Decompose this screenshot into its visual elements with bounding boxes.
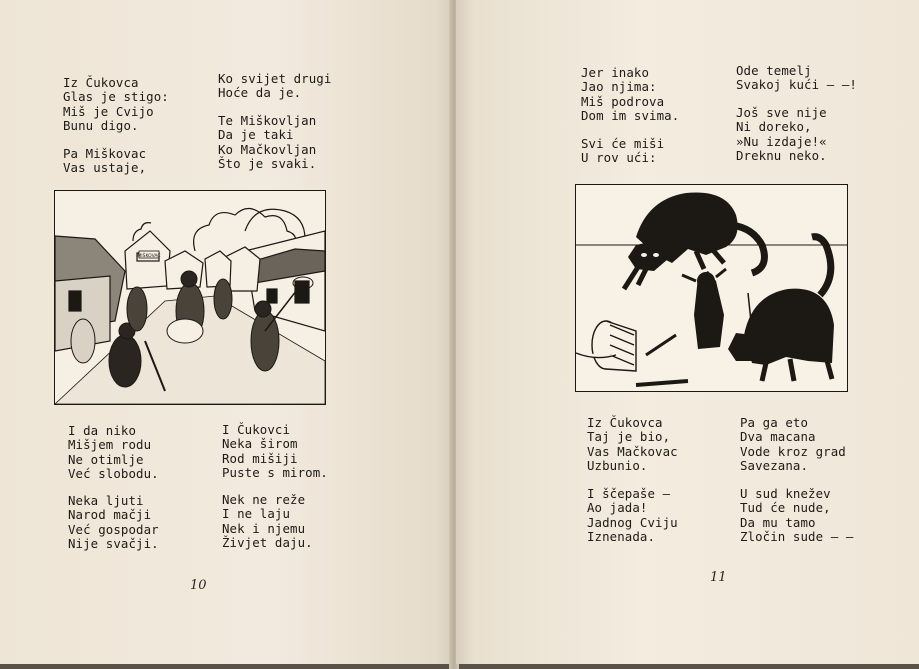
stanza	[222, 423, 328, 481]
verse-line: Svi će miši	[581, 136, 665, 151]
verse-line: Savezana.	[740, 458, 809, 474]
verse-line: Neka ljuti	[68, 493, 144, 508]
page-number: 11	[710, 570, 727, 585]
verse-line: Ne otimlje	[68, 451, 144, 467]
verse-line: Ao jada!	[587, 500, 648, 516]
verse-line: Hoće da je.	[218, 85, 302, 101]
verse-line: Puste s mirom.	[222, 465, 328, 481]
verse-line: Još sve nije	[736, 105, 827, 120]
stanza	[581, 137, 664, 166]
verse-line: Nije svačji.	[68, 536, 159, 552]
stanza	[218, 114, 316, 172]
stanza	[587, 487, 678, 545]
verse-line: Dreknu neko.	[736, 148, 827, 164]
verse-line: Narod mačji	[68, 507, 152, 523]
stanza	[63, 76, 169, 134]
verse-line: Ko Mačkovljan	[218, 141, 317, 157]
verse-line: I ščepaše —	[587, 486, 671, 501]
stanza	[740, 487, 853, 545]
verse-line: Što je svaki.	[218, 156, 317, 172]
verse-line: Ko svijet drugi	[218, 71, 332, 86]
left-page	[0, 0, 452, 664]
verse-line: Glas je stigo:	[63, 89, 169, 105]
verse-line: Dva macana	[740, 429, 816, 445]
verse-line: Ni doreko,	[736, 119, 812, 135]
page-number: 10	[190, 578, 207, 593]
stanza	[68, 424, 159, 482]
verse-line: »Nu izdaje!«	[736, 133, 827, 149]
verse-line: Uzbunio.	[587, 458, 648, 474]
village-sign: MIŠKOVAC	[137, 254, 161, 259]
verse-line: Bunu digo.	[63, 118, 139, 134]
verse-line: Jer inako	[581, 65, 650, 80]
stanza	[63, 147, 146, 176]
verse-line: Već gospodar	[68, 521, 159, 537]
stanza	[740, 416, 846, 474]
verse-line: Jadnog Cviju	[587, 514, 678, 530]
verse-line: U sud knežev	[740, 486, 831, 501]
stanza	[222, 493, 313, 551]
verse-line: Pa ga eto	[740, 415, 809, 430]
stanza	[736, 106, 827, 164]
verse-line: Pa Miškovac	[63, 146, 147, 161]
verse-line: I ne laju	[222, 506, 291, 522]
verse-line: Živjet daju.	[222, 535, 313, 551]
verse-line: Neka širom	[222, 436, 298, 452]
verse-line: Zločin sude — —	[740, 529, 854, 545]
village-mice-illustration	[54, 190, 326, 405]
verse-line: Te Miškovljan	[218, 113, 317, 128]
right-page	[456, 0, 919, 664]
stanza	[68, 494, 159, 552]
verse-line: Iz Čukovca	[587, 415, 663, 430]
stanza	[581, 66, 679, 124]
verse-line: I da niko	[68, 423, 137, 438]
stanza	[587, 416, 678, 474]
verse-line: Tud će nude,	[740, 500, 831, 516]
verse-line: Miš je Cvijo	[63, 103, 154, 119]
verse-line: I Čukovci	[222, 422, 291, 437]
verse-line: Mišjem rodu	[68, 437, 152, 453]
verse-line: Nek ne reže	[222, 492, 306, 507]
verse-line: Iznenada.	[587, 529, 656, 545]
verse-line: Dom im svima.	[581, 108, 680, 124]
verse-line: Nek i njemu	[222, 520, 306, 536]
verse-line: Iz Čukovca	[63, 75, 139, 90]
verse-line: Taj je bio,	[587, 429, 671, 445]
verse-line: Jao njima:	[581, 79, 657, 95]
verse-line: Vas Mačkovac	[587, 443, 678, 459]
verse-line: Vas ustaje,	[63, 160, 147, 176]
verse-line: Rod mišiji	[222, 450, 298, 466]
verse-line: Da je taki	[218, 127, 294, 143]
cats-capture-mouse-illustration	[575, 184, 848, 392]
stanza	[218, 72, 331, 101]
stanza	[736, 64, 857, 93]
verse-line: Ode temelj	[736, 63, 812, 78]
verse-line: Već slobodu.	[68, 466, 159, 482]
verse-line: U rov ući:	[581, 150, 657, 166]
verse-line: Vode kroz grad	[740, 443, 846, 459]
verse-line: Miš podrova	[581, 93, 665, 109]
verse-line: Da mu tamo	[740, 514, 816, 530]
verse-line: Svakoj kući — —!	[736, 77, 857, 93]
